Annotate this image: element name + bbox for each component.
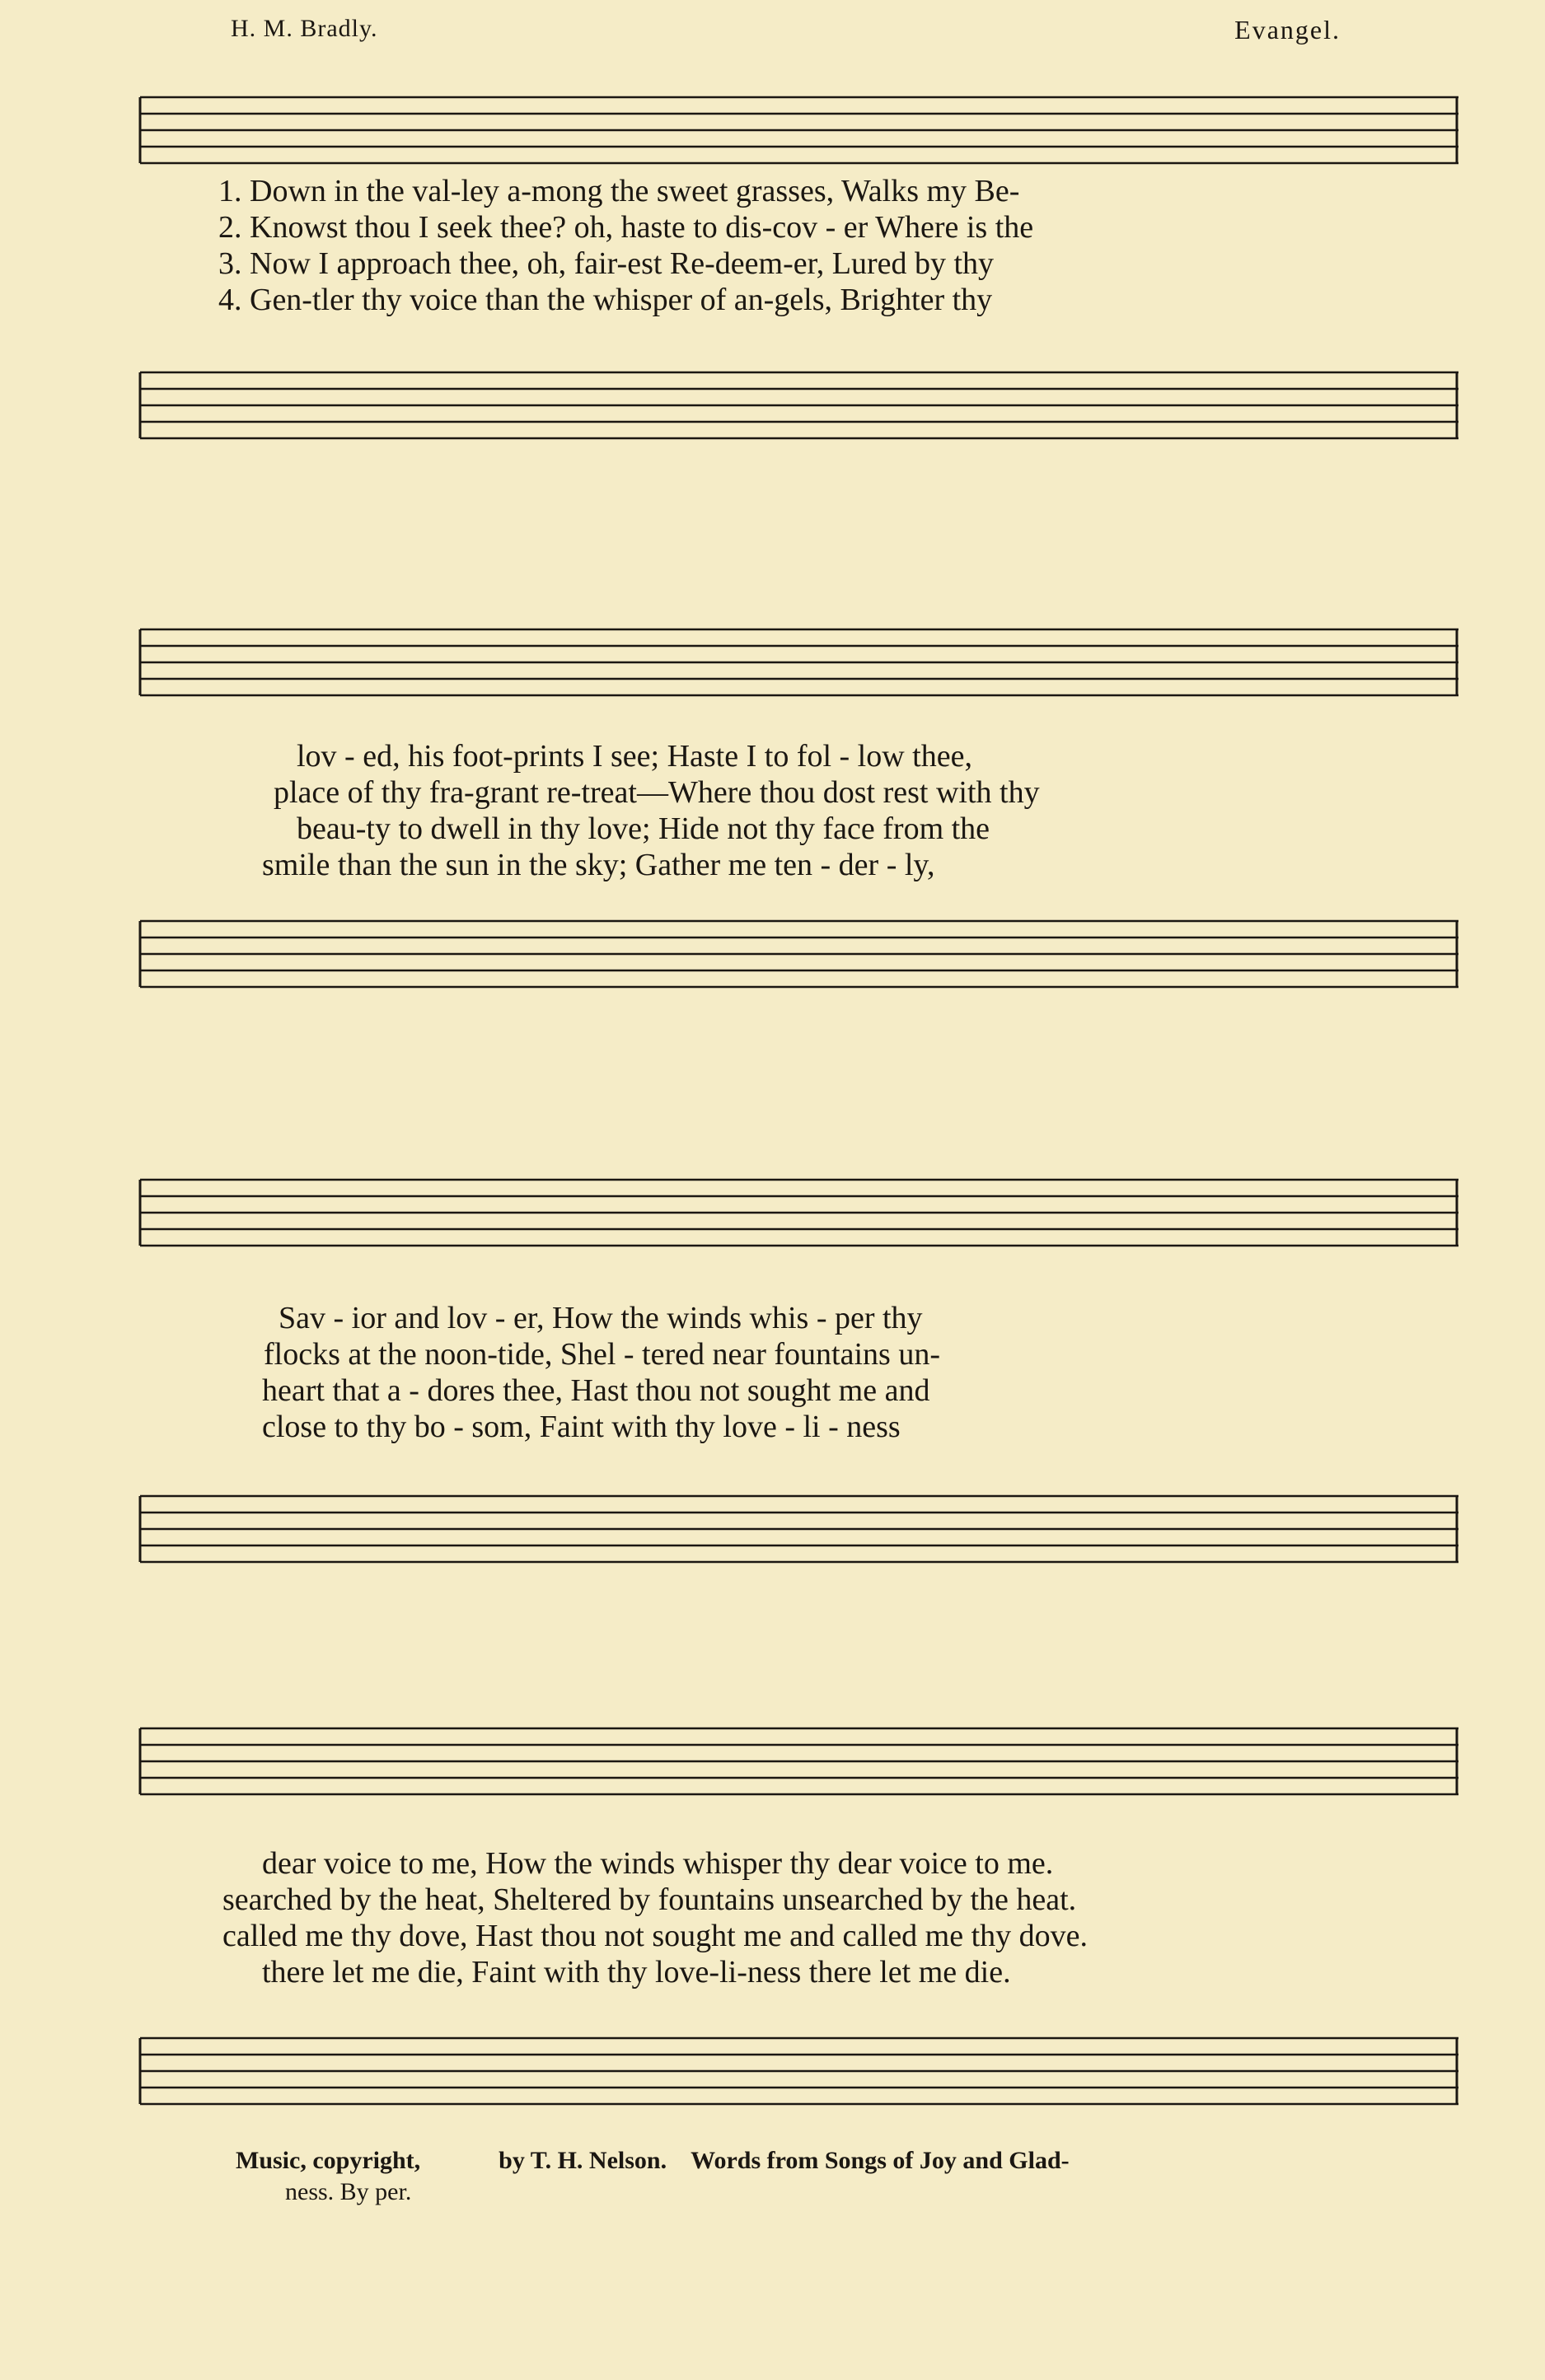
lyric-verse-4: 4. Gen-tler thy voice than the whisper of an-gels, Brighter thy [218, 283, 993, 317]
lyric-verse-4: smile than the sun in the sky; Gather me ten - der - ly, [262, 848, 935, 882]
lyric-verse-1: 1. Down in the val-ley a-mong the sweet grasses, Walks my Be- [218, 174, 1020, 208]
bass-staff [140, 2035, 1458, 2107]
lyric-verse-2: 2. Knowst thou I seek thee? oh, haste to dis-cov - er Where is the [218, 210, 1034, 245]
copyright-footer [236, 2147, 1070, 2205]
footer-words-source: Words from Songs of Joy and Glad- [691, 2147, 1070, 2174]
treble-staff-lines [140, 1176, 1458, 1249]
bass-staff-lines [140, 1493, 1458, 1565]
treble-staff-lines [140, 1725, 1458, 1798]
bass-staff-lines [140, 369, 1458, 442]
treble-staff-lines [140, 626, 1458, 699]
lyric-verse-3: called me thy dove, Hast thou not sought me and called me thy dove. [222, 1919, 1089, 1953]
lyric-verse-3: heart that a - dores thee, Hast thou not sought me and [262, 1373, 930, 1408]
bass-staff-lines [140, 918, 1458, 990]
music-system-3 [140, 1137, 1458, 1598]
footer-music-copyright: Music, copyright, [236, 2147, 421, 2174]
composer-credit: H. M. Bradly. [231, 15, 378, 42]
lyric-verse-3: beau-ty to dwell in thy love; Hide not thy face from the [297, 811, 990, 846]
treble-staff [140, 626, 1458, 699]
treble-staff [140, 1176, 1458, 1249]
footer-permission: ness. By per. [285, 2178, 412, 2205]
lyric-verse-1: dear voice to me, How the winds whisper thy dear voice to me. [262, 1846, 1054, 1881]
lyric-verse-2: place of thy fra-grant re-treat—Where thou dost rest with thy [274, 775, 1040, 810]
bass-staff [140, 1493, 1458, 1565]
treble-staff [140, 94, 1458, 166]
music-system-2 [140, 577, 1458, 1038]
lyric-verse-1: lov - ed, his foot-prints I see; Haste I to fol - low thee, [297, 739, 972, 774]
bass-staff [140, 369, 1458, 442]
music-system-1 [140, 49, 1458, 494]
treble-staff [140, 1725, 1458, 1798]
bass-staff-lines [140, 2035, 1458, 2107]
tune-name: Evangel. [1234, 15, 1341, 44]
lyric-verse-4: there let me die, Faint with thy love-li-ness there let me die. [262, 1955, 1011, 1990]
lyric-verse-3: 3. Now I approach thee, oh, fair-est Re-deem-er, Lured by thy [218, 246, 995, 281]
lyric-verse-1: Sav - ior and lov - er, How the winds whis - per thy [279, 1301, 923, 1335]
bass-staff [140, 918, 1458, 990]
treble-staff-lines [140, 94, 1458, 166]
lyric-verse-4: close to thy bo - som, Faint with thy love - li - ness [262, 1410, 901, 1444]
lyric-verse-2: flocks at the noon-tide, Shel - tered near fountains un- [264, 1337, 940, 1372]
music-system-4 [140, 1689, 1458, 2134]
lyric-verse-2: searched by the heat, Sheltered by fountains unsearched by the heat. [222, 1882, 1077, 1917]
footer-composer: by T. H. Nelson. [499, 2147, 667, 2174]
